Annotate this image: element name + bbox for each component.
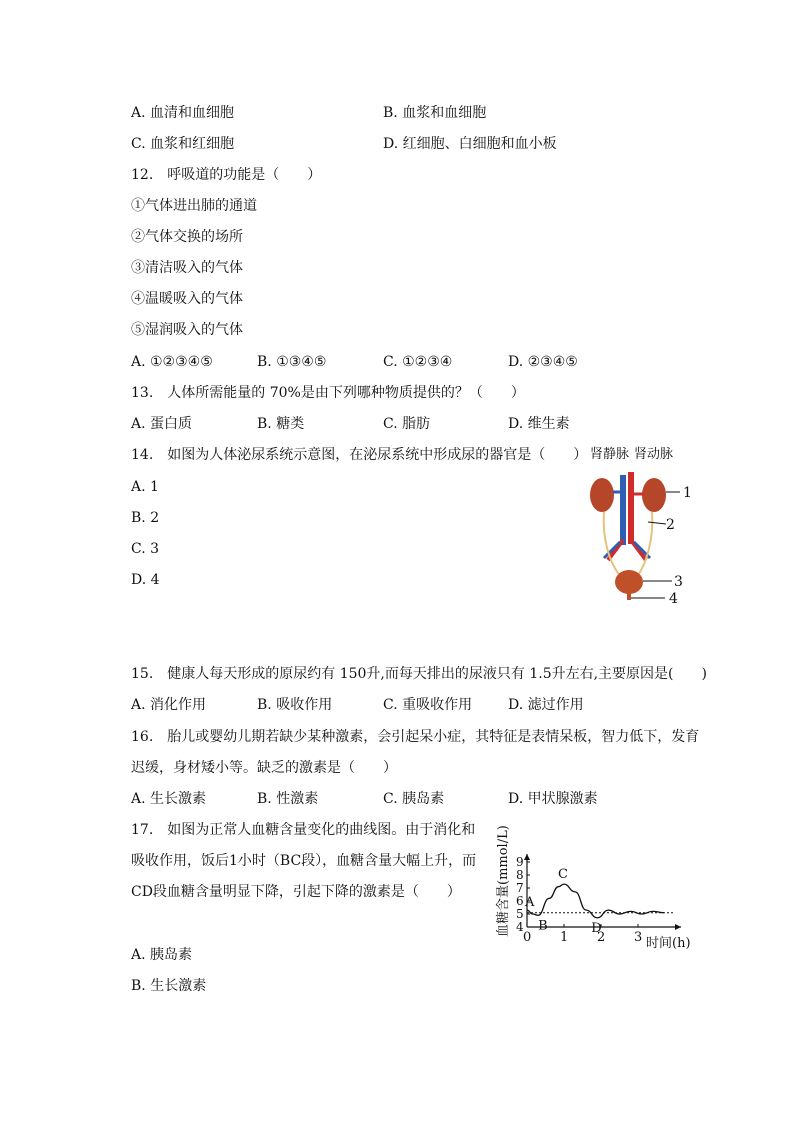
blood-glucose-chart bbox=[490, 815, 700, 955]
q13-option-b[interactable]: B. 糖类 bbox=[257, 416, 305, 432]
q15-stem: 15. 健康人每天形成的原尿约有 150升,而每天排出的尿液只有 1.5升左右,主要原因是( ) bbox=[131, 666, 707, 682]
q14-option-b[interactable]: B. 2 bbox=[131, 510, 160, 526]
q13-option-c[interactable]: C. 脂肪 bbox=[383, 416, 431, 432]
q15-option-c[interactable]: C. 重吸收作用 bbox=[383, 697, 473, 713]
q12-item-2: ②气体交换的场所 bbox=[131, 229, 243, 245]
q17-stem-line2: 吸收作用，饭后1小时（BC段），血糖含量大幅上升，而 bbox=[131, 853, 477, 869]
q13-option-a[interactable]: A. 蛋白质 bbox=[131, 416, 193, 432]
q17-stem-line3: CD段血糖含量明显下降，引起下降的激素是（ ） bbox=[131, 884, 461, 900]
q12-option-a[interactable]: A. ①②③④⑤ bbox=[131, 354, 213, 370]
q12-item-4: ④温暖吸入的气体 bbox=[131, 291, 243, 307]
q14-option-a[interactable]: A. 1 bbox=[131, 479, 159, 495]
kidney-right bbox=[642, 478, 666, 512]
y-tick-label: 8 bbox=[516, 868, 524, 882]
urinary-system-figure bbox=[580, 440, 705, 610]
q11-option-d[interactable]: D. 红细胞、白细胞和血小板 bbox=[383, 136, 557, 152]
x-tick-label: 3 bbox=[634, 930, 643, 945]
kidney-left bbox=[590, 478, 614, 512]
q11-option-c[interactable]: C. 血浆和红细胞 bbox=[131, 136, 235, 152]
q14-option-d[interactable]: D. 4 bbox=[131, 572, 160, 588]
y-axis-label: 血糖含量(mmol/L) bbox=[496, 825, 511, 937]
q14-stem: 14. 如图为人体泌尿系统示意图，在泌尿系统中形成尿的器官是（ ） bbox=[131, 447, 588, 463]
q12-option-c[interactable]: C. ①②③④ bbox=[383, 354, 453, 370]
q16-option-c[interactable]: C. 胰岛素 bbox=[383, 791, 445, 807]
label-4: 4 bbox=[669, 591, 678, 607]
urethra bbox=[627, 592, 631, 600]
y-tick-label: 6 bbox=[516, 894, 524, 908]
y-tick-label: 5 bbox=[516, 907, 524, 921]
x-tick-label: 1 bbox=[560, 930, 569, 945]
vena-cava bbox=[620, 475, 626, 545]
q17-option-a[interactable]: A. 胰岛素 bbox=[131, 947, 193, 963]
q12-option-d[interactable]: D. ②③④⑤ bbox=[508, 354, 578, 370]
leader-2 bbox=[648, 522, 666, 524]
point-label-d: D bbox=[591, 920, 602, 936]
label-2: 2 bbox=[666, 517, 675, 533]
label-3: 3 bbox=[674, 574, 683, 590]
q12-item-1: ①气体进出肺的通道 bbox=[131, 198, 257, 214]
q13-option-d[interactable]: D. 维生素 bbox=[508, 416, 570, 432]
q12-option-b[interactable]: B. ①③④⑤ bbox=[257, 354, 327, 370]
q16-option-a[interactable]: A. 生长激素 bbox=[131, 791, 207, 807]
point-label-a: A bbox=[525, 895, 535, 911]
q14-option-c[interactable]: C. 3 bbox=[131, 541, 160, 557]
x-axis-label: 时间(h) bbox=[646, 936, 691, 951]
point-label-b: B bbox=[538, 918, 548, 934]
q15-option-a[interactable]: A. 消化作用 bbox=[131, 697, 207, 713]
bladder bbox=[615, 570, 643, 594]
q12-item-3: ③清洁吸入的气体 bbox=[131, 260, 243, 276]
q16-option-b[interactable]: B. 性激素 bbox=[257, 791, 319, 807]
y-tick-label: 9 bbox=[516, 855, 524, 869]
y-axis-arrow bbox=[524, 854, 530, 860]
q16-option-d[interactable]: D. 甲状腺激素 bbox=[508, 791, 598, 807]
q13-stem: 13. 人体所需能量的 70%是由下列哪种物质提供的？（ ） bbox=[131, 385, 525, 401]
x-tick-label: 2 bbox=[597, 930, 606, 945]
q12-item-5: ⑤湿润吸入的气体 bbox=[131, 322, 243, 338]
q16-stem-line2: 迟缓，身材矮小等。缺乏的激素是（ ） bbox=[131, 760, 397, 776]
q17-stem-line1: 17. 如图为正常人血糖含量变化的曲线图。由于消化和 bbox=[131, 822, 476, 838]
q11-option-b[interactable]: B. 血浆和血细胞 bbox=[383, 105, 487, 121]
q12-stem: 12. 呼吸道的功能是（ ） bbox=[131, 167, 322, 183]
q17-option-b[interactable]: B. 生长激素 bbox=[131, 978, 207, 994]
q15-option-b[interactable]: B. 吸收作用 bbox=[257, 697, 333, 713]
x-tick-label: 0 bbox=[523, 930, 532, 945]
point-label-c: C bbox=[558, 867, 568, 883]
q11-option-a[interactable]: A. 血清和血细胞 bbox=[131, 105, 235, 121]
x-axis-arrow bbox=[675, 924, 681, 930]
q16-stem-line1: 16. 胎儿或婴幼儿期若缺少某种激素，会引起呆小症，其特征是表情呆板，智力低下，发育 bbox=[131, 729, 700, 745]
q15-option-d[interactable]: D. 滤过作用 bbox=[508, 697, 584, 713]
label-renal-vein: 肾静脉 bbox=[590, 447, 630, 462]
y-tick-label: 7 bbox=[516, 881, 524, 895]
y-tick-label: 4 bbox=[516, 920, 524, 934]
label-1: 1 bbox=[683, 485, 692, 501]
label-renal-artery: 肾动脉 bbox=[634, 447, 674, 462]
aorta bbox=[628, 472, 634, 544]
